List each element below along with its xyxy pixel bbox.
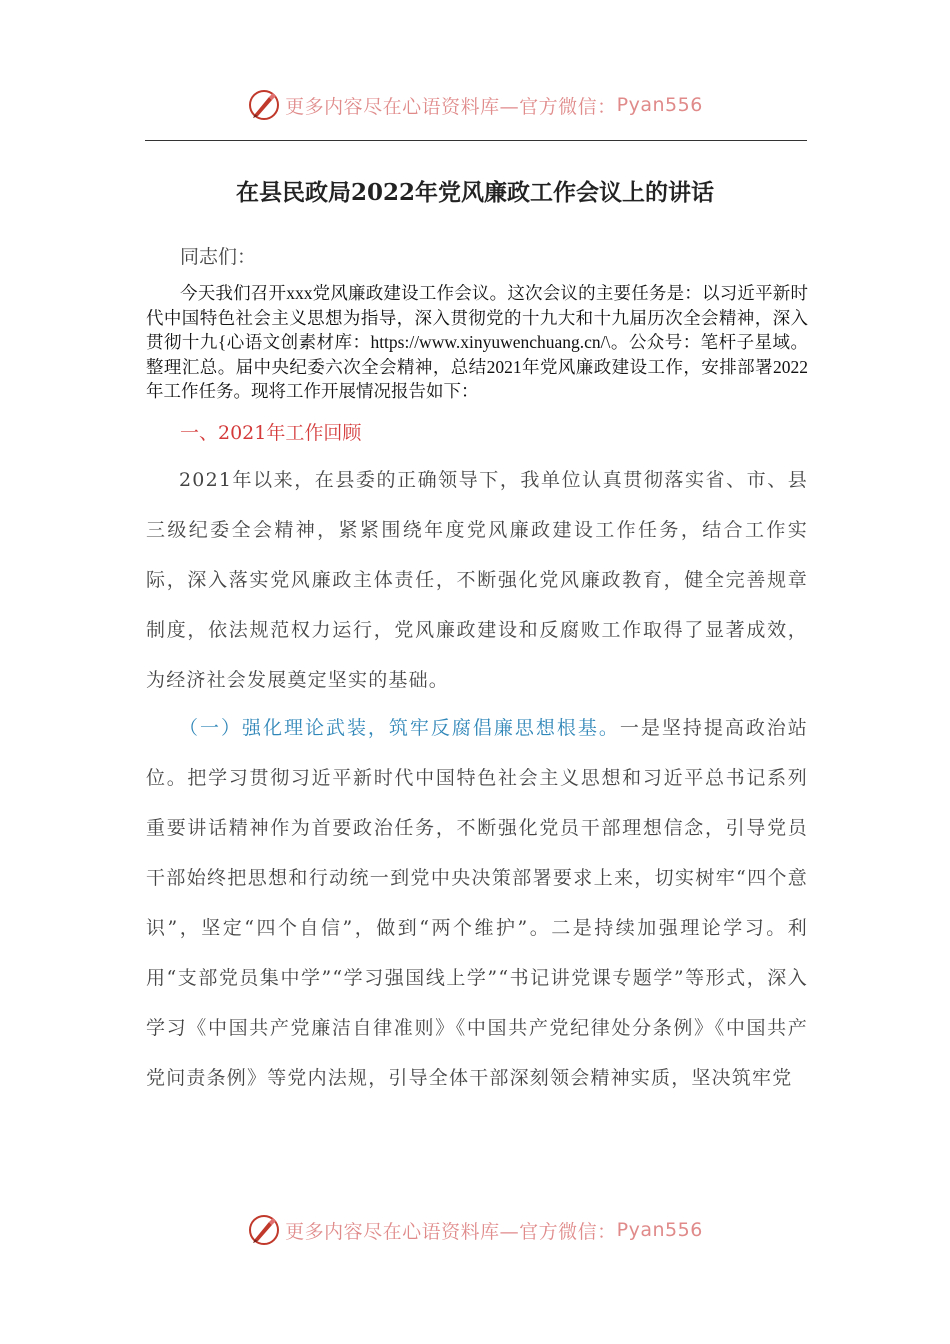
banner-brand-text: 更多内容尽在心语资料库—官方微信： (285, 1220, 617, 1243)
banner-brand-text: 更多内容尽在心语资料库—官方微信： (285, 95, 617, 118)
header-divider (145, 140, 807, 141)
body-paragraph-2 (146, 703, 808, 1103)
banner-wechat-id: Pyan556 (616, 1219, 703, 1241)
paragraph-2-text: 一是坚持提高政治站位。把学习贯彻习近平新时代中国特色社会主义思想和习近平总书记系列重要讲话精神作为首要政治任务，不断强化党员干部理想信念，引导党员干部始终把思想和行动统一到党中央决策部署要求上来，切实树牢“四个意识”，坚定“四个自信”，做到“两个维护”。二是持续加强理论学习。利用“支部党员集中学”“学习强国线上学”“书记讲党课专题学”等形式，深入学习《中国共产党廉洁自律准则》《中国共产党纪律处分条例》《中国共产党问责条例》等党内法规，引导全体干部深刻领会精神实质，坚决筑牢党 (146, 717, 809, 1089)
document-title: 在县民政局2022年党风廉政工作会议上的讲话 (235, 179, 714, 206)
salutation: 同志们： (180, 246, 257, 268)
footer-banner (0, 1210, 950, 1250)
pen-logo-icon (247, 1213, 281, 1247)
body-paragraph-1: 2021年以来，在县委的正确领导下，我单位认真贯彻落实省、市、县三级纪委全会精神，紧紧围绕年度党风廉政建设工作任务，结合工作实际，深入落实党风廉政主体责任，不断强化党风廉政教育，健全完善规章制度，依法规范权力运行，党风廉政建设和反腐败工作取得了显著成效，为经济社会发展奠定坚实的基础。 (146, 469, 808, 691)
section-heading: 一、2021年工作回顾 (180, 422, 362, 444)
intro-paragraph: 今天我们召开xxx党风廉政建设工作会议。这次会议的主要任务是：以习近平新时代中国特色社会主义思想为指导，深入贯彻党的十九大和十九届历次全会精神，深入贯彻十九{心语文创素材库：https://www.xinyuwenchuang.cn/\。公众号：笔杆子星域。整理汇总。届中央纪委六次全会精神，总结2021年党风廉政建设工作，安排部署2022年工作任务。现将工作开展情况报告如下： (146, 283, 808, 401)
subheading-1: （一）强化理论武装，筑牢反腐倡廉思想根基。 (179, 717, 620, 739)
header-banner (0, 85, 950, 125)
banner-wechat-id: Pyan556 (616, 94, 703, 116)
pen-logo-icon (247, 88, 281, 122)
